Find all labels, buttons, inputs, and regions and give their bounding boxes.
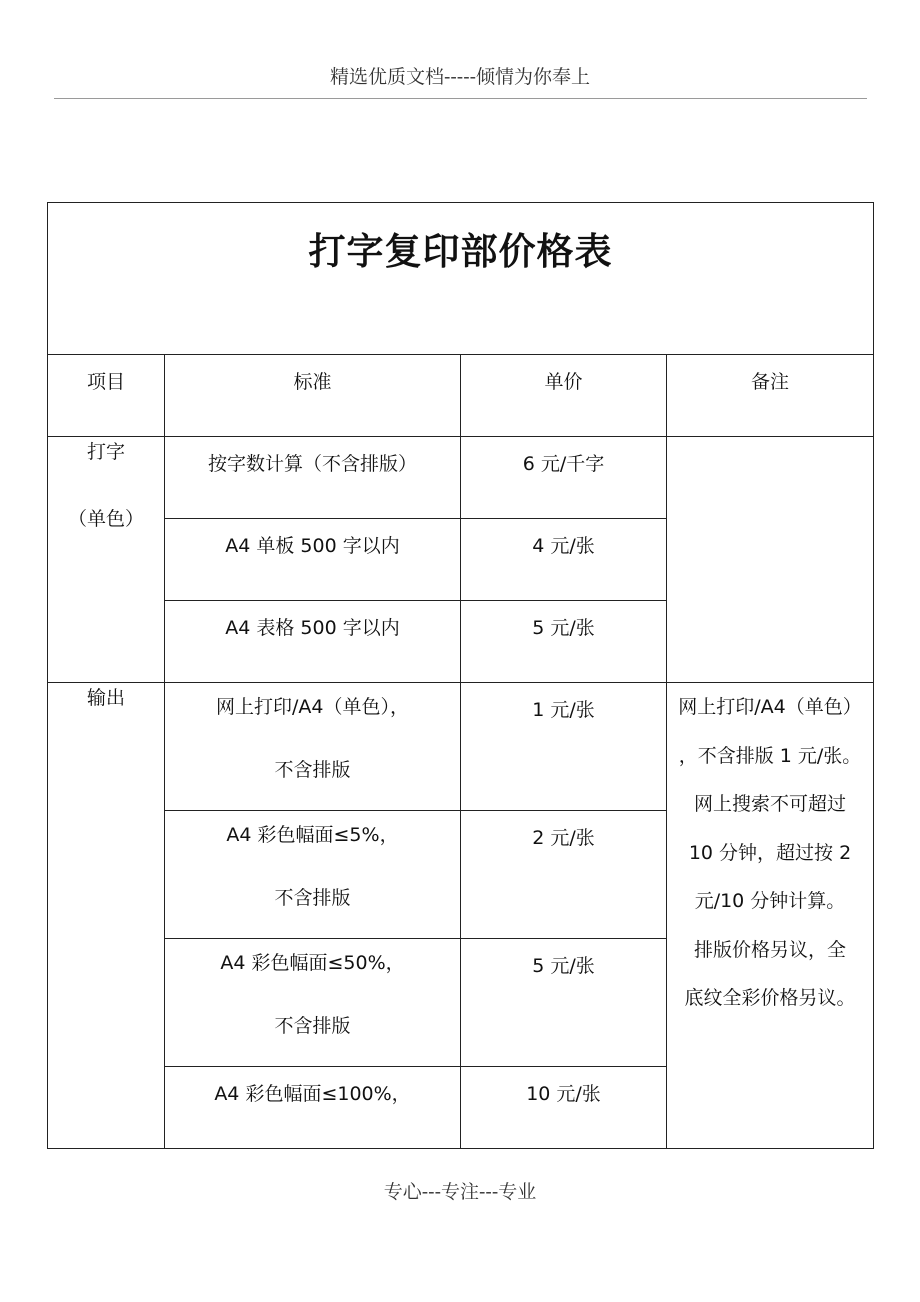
note-line: 元/10 分钟计算。 — [694, 890, 846, 912]
header-row — [48, 355, 874, 437]
column-header-note: 备注 — [667, 355, 874, 437]
title-cell — [48, 203, 874, 355]
standard-cell: A4 表格 500 字以内 — [165, 601, 461, 683]
price-table — [47, 202, 874, 1149]
standard-cell: 网上打印/A4（单色）， 不含排版 — [165, 683, 461, 811]
column-header-item: 项目 — [48, 355, 165, 437]
price-cell: 5 元/张 — [461, 939, 667, 1067]
table-row — [48, 437, 874, 519]
standard-cell: A4 彩色幅面≤5%， 不含排版 — [165, 811, 461, 939]
note-line: ，不含排版 1 元/张。 — [678, 744, 862, 767]
price-cell: 2 元/张 — [461, 811, 667, 939]
category-output-label: 输出 — [86, 687, 125, 709]
price-cell: 5 元/张 — [461, 601, 667, 683]
table-row — [48, 683, 874, 811]
note-line: 网上搜索不可超过 — [693, 793, 846, 815]
column-header-price: 单价 — [461, 355, 667, 437]
note-line: 底纹全彩价格另议。 — [684, 987, 856, 1009]
note-line: 10 分钟，超过按 2 — [688, 841, 852, 864]
standard-cell: 按字数计算（不含排版） — [165, 437, 461, 519]
standard-cell: A4 彩色幅面≤50%， 不含排版 — [165, 939, 461, 1067]
price-cell: 10 元/张 — [461, 1067, 667, 1149]
category-typing-label: 打字 — [86, 441, 125, 463]
category-typing-sublabel: （单色） — [67, 508, 144, 530]
page-footer: 专心---专注---专业 — [383, 1181, 537, 1203]
note-line: 网上打印/A4（单色） — [678, 696, 862, 718]
column-header-standard: 标准 — [165, 355, 461, 437]
note-cell-typing — [667, 437, 874, 683]
price-cell: 6 元/千字 — [461, 437, 667, 519]
header-divider — [54, 98, 867, 99]
page-header: 精选优质文档-----倾情为你奉上 — [329, 66, 591, 88]
price-cell: 4 元/张 — [461, 519, 667, 601]
note-cell-output — [667, 683, 874, 1149]
standard-cell: A4 单板 500 字以内 — [165, 519, 461, 601]
price-cell: 1 元/张 — [461, 683, 667, 811]
category-typing — [48, 437, 165, 683]
category-output — [48, 683, 165, 1149]
document-title: 打字复印部价格表 — [308, 230, 613, 273]
standard-cell: A4 彩色幅面≤100%， — [165, 1067, 461, 1149]
note-line: 排版价格另议，全 — [693, 938, 846, 961]
